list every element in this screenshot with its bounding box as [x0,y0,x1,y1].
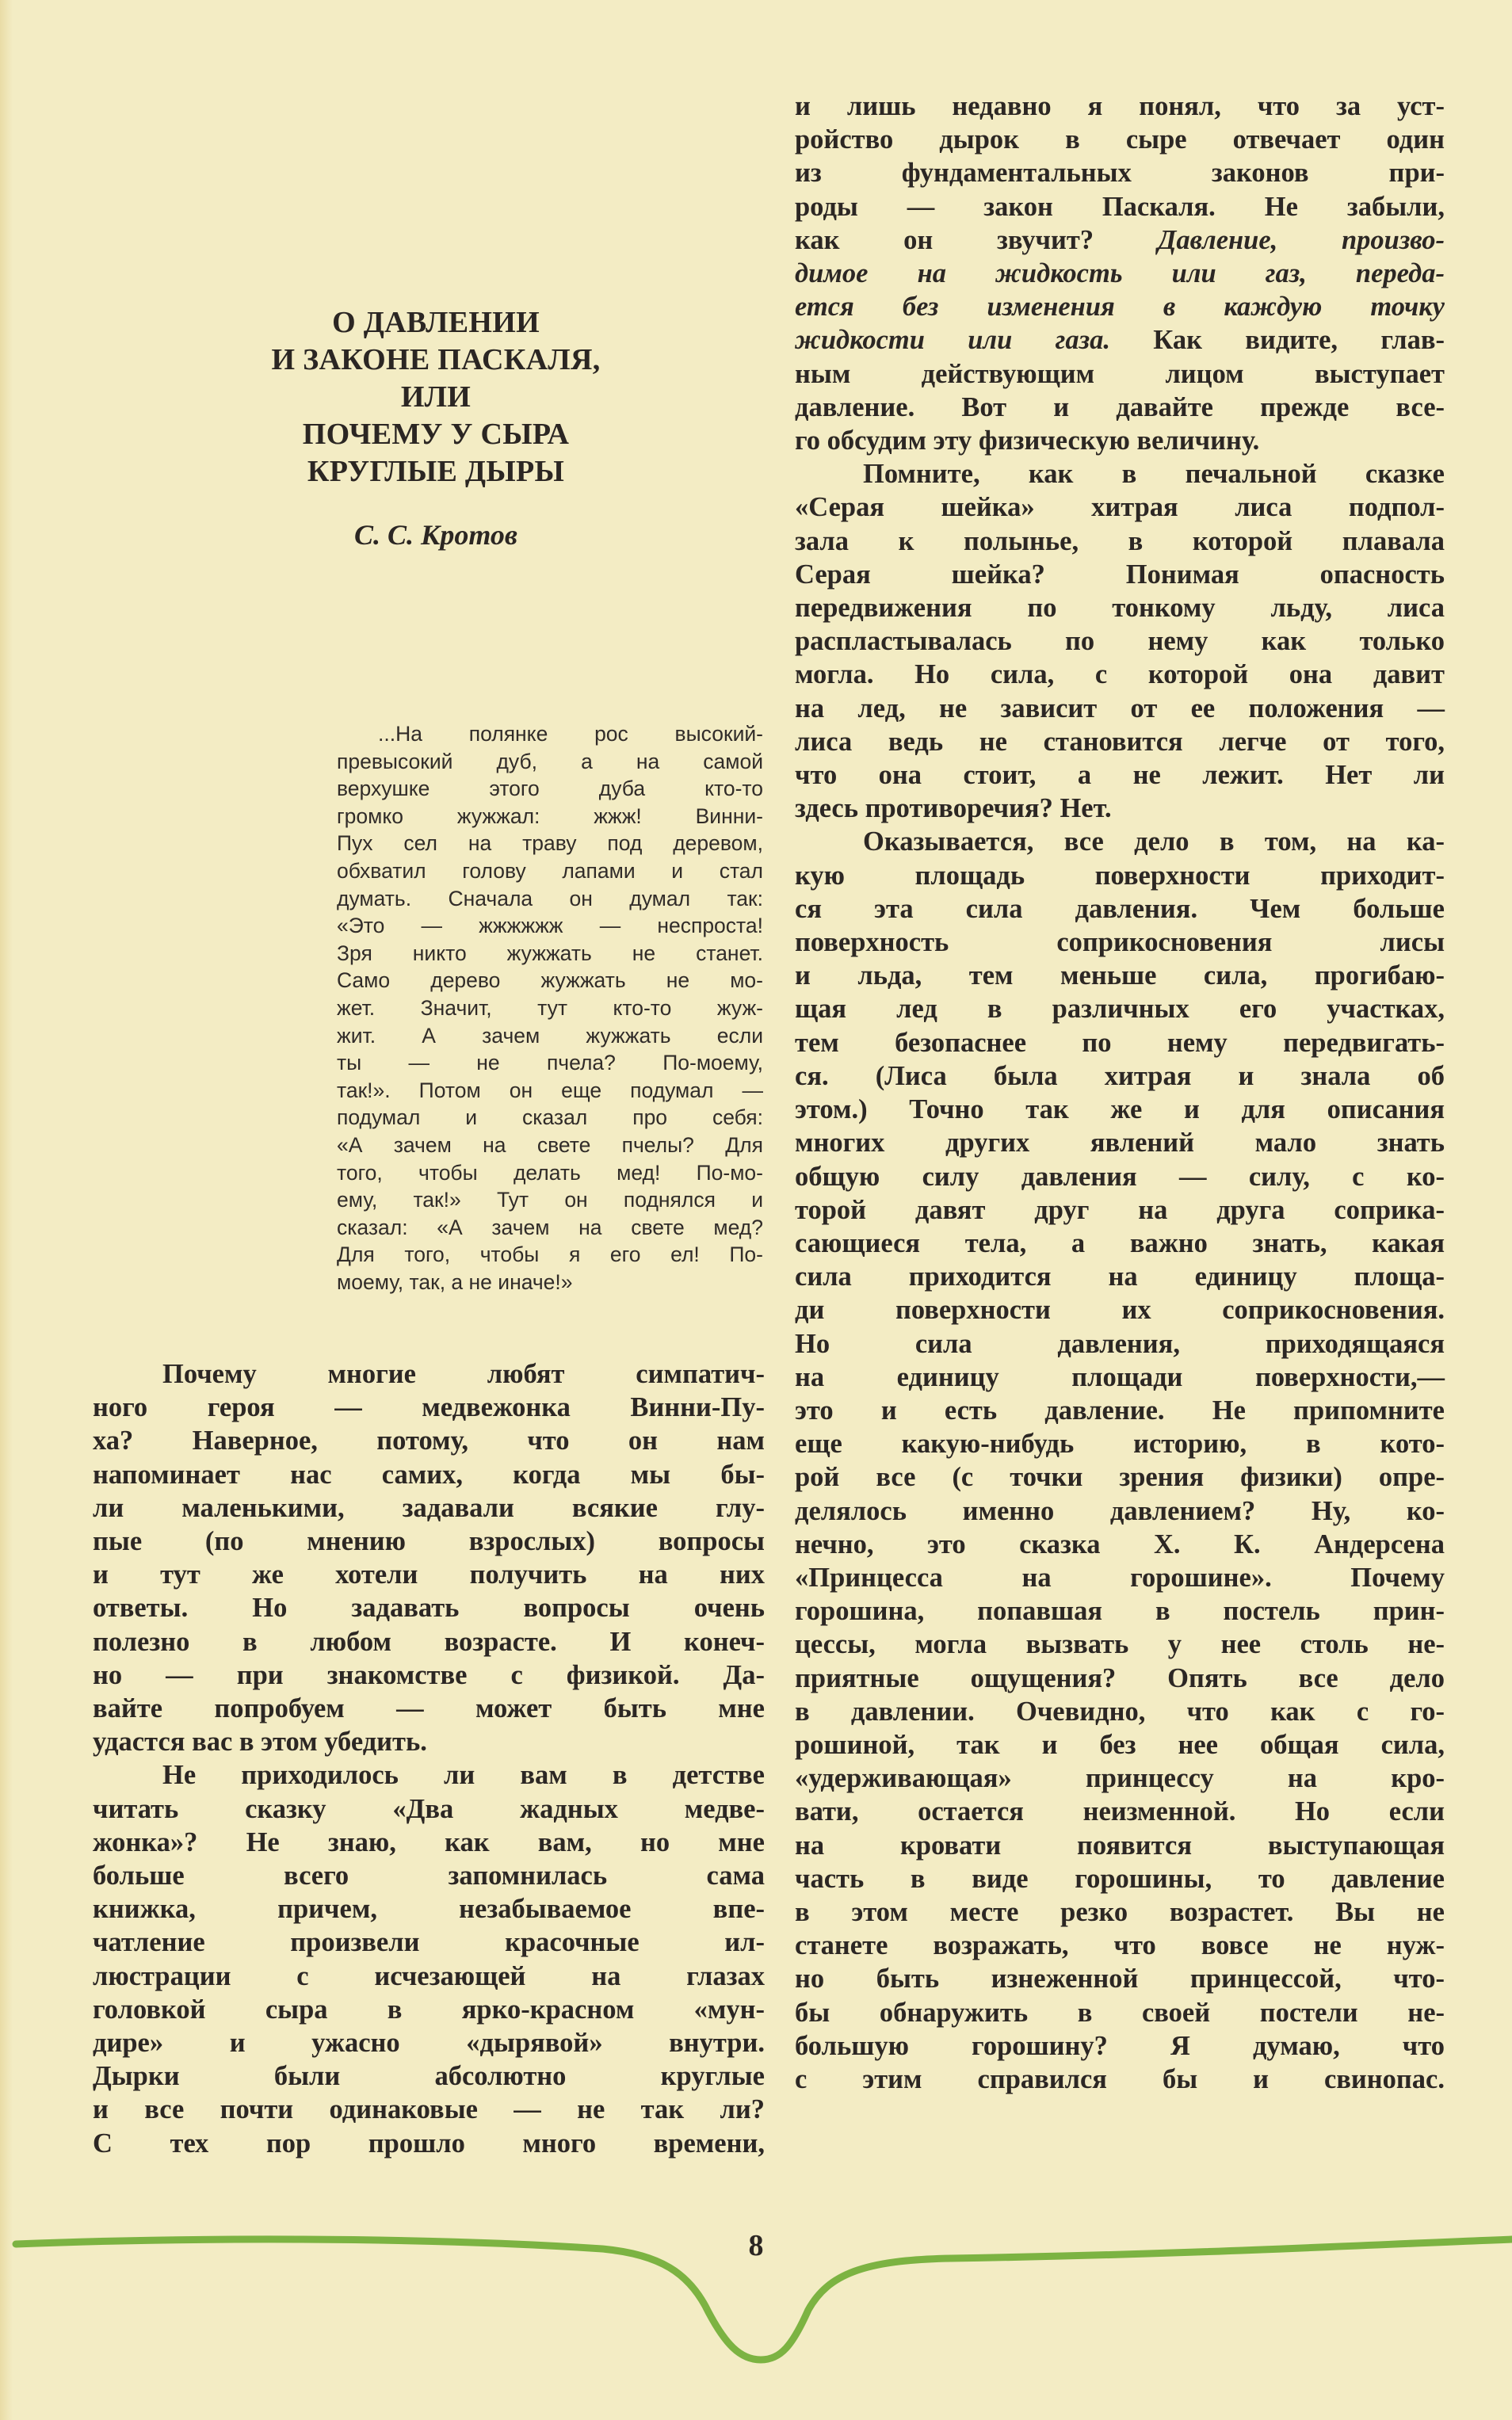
text-line: вайте попробуем — может быть мне [93,1693,765,1724]
epigraph-line: сказал: «А зачем на свете мед? [337,1215,763,1239]
epigraph-line: ...На полянке рос высокий- [378,722,763,746]
title-line: И ЗАКОНЕ ПАСКАЛЯ, [271,343,601,376]
title-line: О ДАВЛЕНИИ [332,306,540,339]
text-line: «Серая шейка» хитрая лиса подпол- [795,492,1445,523]
page-edge [0,0,13,2420]
epigraph-line: верхушке этого дуба кто-то [337,777,763,801]
title-line: ИЛИ [400,380,472,414]
text-line: вати, остается неизменной. Но если [795,1796,1445,1827]
text-line: что она стоит, а не лежит. Нет ли [795,760,1445,791]
epigraph-line: так!». Потом он еще подумал — [337,1078,763,1102]
text-line: здесь противоречия? Нет. [795,793,1112,824]
text-line: станете возражать, что вовсе не нуж- [795,1930,1445,1961]
epigraph-line: жит. А зачем жужжать если [337,1023,763,1048]
text-line: люстрации с исчезающей на глазах [93,1960,765,1991]
text-line: ли маленькими, задавали всякие глу- [93,1492,765,1523]
text-line: ха? Наверное, потому, что он нам [93,1426,765,1456]
text-line: из фундаментальных законов при- [795,158,1445,189]
text-line: «удерживающая» принцессу на кро- [795,1763,1445,1794]
text-line: и лишь недавно я понял, что за уст- [795,91,1445,121]
text-line: рошиной, так и без нее общая сила, [795,1729,1445,1760]
text-line: поверхность соприкосновения лисы [795,927,1445,958]
text-line: и тут же хотели получить на них [93,1559,765,1590]
text-line: жонка»? Не знаю, как вам, но мне [93,1826,765,1857]
text-line: распластывалась по нему как только [795,626,1445,657]
text-line: ответы. Но задавать вопросы очень [93,1593,765,1624]
text-line: полезно в любом возрасте. И конеч- [93,1626,765,1657]
text-line: горошина, попавшая в постель прин- [795,1596,1445,1627]
text-line: на кровати появится выступающая [795,1830,1445,1861]
text-line-mixed [795,323,1445,357]
text-line: могла. Но сила, с которой она давит [795,659,1445,690]
epigraph-line: обхватил голову лапами и стал [337,858,763,883]
text-line: Дырки были абсолютно круглые [93,2061,765,2092]
text-line: в этом месте резко возрастет. Вы не [795,1896,1445,1927]
text-line: тем безопаснее по нему передвигать- [795,1027,1445,1058]
text-line: ся. (Лиса была хитрая и знала об [795,1060,1445,1091]
text-line: давление. Вот и давайте прежде все- [795,391,1445,422]
title-line: ПОЧЕМУ У СЫРА [302,418,570,451]
text-line: бы обнаружить в своей постели не- [795,1997,1445,2028]
text-line: но — при знакомстве с физикой. Да- [93,1659,765,1690]
text-line: многих других явлений мало знать [795,1128,1445,1158]
italic-law-text: Давление, произво- [1157,224,1445,255]
epigraph-line: жет. Значит, тут кто-то жуж- [337,995,763,1020]
text-line: нечно, это сказка Х. К. Андерсена [795,1529,1445,1559]
text-line: щая лед в различных его участках, [795,994,1445,1025]
italic-law-text: ется без изменения в каждую точку [795,292,1445,323]
text-line: торой давят друг на друга соприка- [795,1194,1445,1225]
text-line: сающиеся тела, а важно знать, какая [795,1227,1445,1258]
epigraph-line: Для того, чтобы я его ел! По- [337,1242,763,1267]
text-line: кую площадь поверхности приходит- [795,860,1445,891]
text-line: книжка, причем, незабываемое впе- [93,1894,765,1925]
text-line: чатление произвели красочные ил- [93,1927,765,1958]
text-line: большую горошину? Я думаю, что [795,2030,1445,2061]
epigraph-line: «Это — жжжжжж — неспроста! [337,914,763,938]
text-line: головкой сыра в ярко-красном «мун- [93,1994,765,2025]
left-column-text [93,1357,765,2160]
epigraph-line: Зря никто жужжать не станет. [337,941,763,965]
text-line: лиса ведь не становится легче от того, [795,726,1445,757]
text-line: Но сила давления, приходящаяся [795,1328,1445,1359]
article-title [190,304,682,490]
text-line: Оказывается, все дело в том, на ка- [863,826,1445,857]
article-author: С. С. Кротов [353,519,518,551]
epigraph-line: Пух сел на траву под деревом, [337,831,763,856]
text-line: делялось именно давлением? Ну, ко- [795,1495,1445,1526]
text-line: Помните, как в печальной сказке [863,459,1445,490]
epigraph-line: ты — не пчела? По-моему, [337,1051,763,1075]
text-line: напоминает нас самих, когда мы бы- [93,1459,765,1490]
text-line: дире» и ужасно «дырявой» внутри. [93,2028,765,2059]
text-line: С тех пор прошло много времени, [93,2128,765,2159]
epigraph-line: Само дерево жужжать не мо- [337,968,763,993]
epigraph-line: думать. Сначала он думал так: [337,886,763,910]
title-line: КРУГЛЫЕ ДЫРЫ [307,455,565,488]
text-line: приятные ощущения? Опять все дело [795,1662,1445,1693]
text-line: удастся вас в этом убедить. [93,1727,427,1758]
text-line: рой все (с точки зрения физики) опре- [795,1462,1445,1493]
epigraph [337,720,763,1296]
text-line: и льда, тем меньше сила, прогибаю- [795,960,1445,991]
text-line: ного героя — медвежонка Винни-Пу- [93,1392,765,1423]
text-line: это и есть давление. Не припомните [795,1395,1445,1426]
text-line: пые (по мнению взрослых) вопросы [93,1526,765,1557]
right-column-text [795,90,1445,2096]
text-line: ся эта сила давления. Чем больше [795,893,1445,924]
text-fragment: Как видите, глав- [1153,325,1445,356]
text-line: на единицу площади поверхности,— [795,1361,1445,1392]
italic-law-text: жидкости или газа. [795,325,1110,356]
text-line: роды — закон Паскаля. Не забыли, [795,191,1445,222]
epigraph-line: громко жужжал: жжж! Винни- [337,803,763,828]
text-line: этом.) Точно так же и для описания [795,1094,1445,1125]
text-line: Почему многие любят симпатич- [162,1359,765,1389]
text-line: го обсудим эту физическую величину. [795,426,1260,456]
page-number: 8 [748,2229,764,2262]
text-line: часть в виде горошины, то давление [795,1863,1445,1894]
text-line: на лед, не зависит от ее положения — [795,693,1445,723]
epigraph-line: ему, так!» Тут он поднялся и [337,1188,763,1212]
text-line: но быть изнеженной принцессой, что- [795,1964,1445,1994]
text-line: сила приходится на единицу площа- [795,1262,1445,1292]
text-line: больше всего запомнилась сама [93,1861,765,1891]
epigraph-line: подумал и сказал про себя: [337,1105,763,1130]
text-line: в давлении. Очевидно, что как с го- [795,1696,1445,1727]
text-line: с этим справился бы и свинопас. [795,2063,1445,2094]
text-line: Серая шейка? Понимая опасность [795,559,1445,590]
epigraph-line: превысокий дуб, а на самой [337,749,763,773]
text-line: ройство дырок в сыре отвечает один [795,124,1445,155]
text-line: зала к полынье, в которой плавала [795,525,1445,556]
italic-law-text [795,290,1445,323]
epigraph-line: «А зачем на свете пчелы? Для [337,1132,763,1157]
text-line: «Принцесса на горошине». Почему [795,1562,1445,1593]
text-line-mixed [795,223,1445,257]
text-line: цессы, могла вызвать у нее столь не- [795,1629,1445,1660]
text-line: Не приходилось ли вам в детстве [162,1760,765,1791]
text-line: передвижения по тонкому льду, лиса [795,593,1445,624]
epigraph-line: того, чтобы делать мед! По-мо- [337,1160,763,1185]
text-line: общую силу давления — силу, с ко- [795,1161,1445,1192]
italic-law-text: димое на жидкость или газ, переда- [795,258,1445,289]
text-line: ным действующим лицом выступает [795,358,1445,389]
epigraph-line: моему, так, а не иначе!» [337,1269,573,1294]
text-line: и все почти одинаковые — не так ли? [93,2094,765,2125]
text-line: ди поверхности их соприкосновения. [795,1295,1445,1326]
text-line: еще какую-нибудь историю, в кото- [795,1429,1445,1460]
italic-law-text [795,257,1445,290]
text-fragment: как он звучит? [795,224,1094,255]
text-line: читать сказку «Два жадных медве- [93,1793,765,1824]
